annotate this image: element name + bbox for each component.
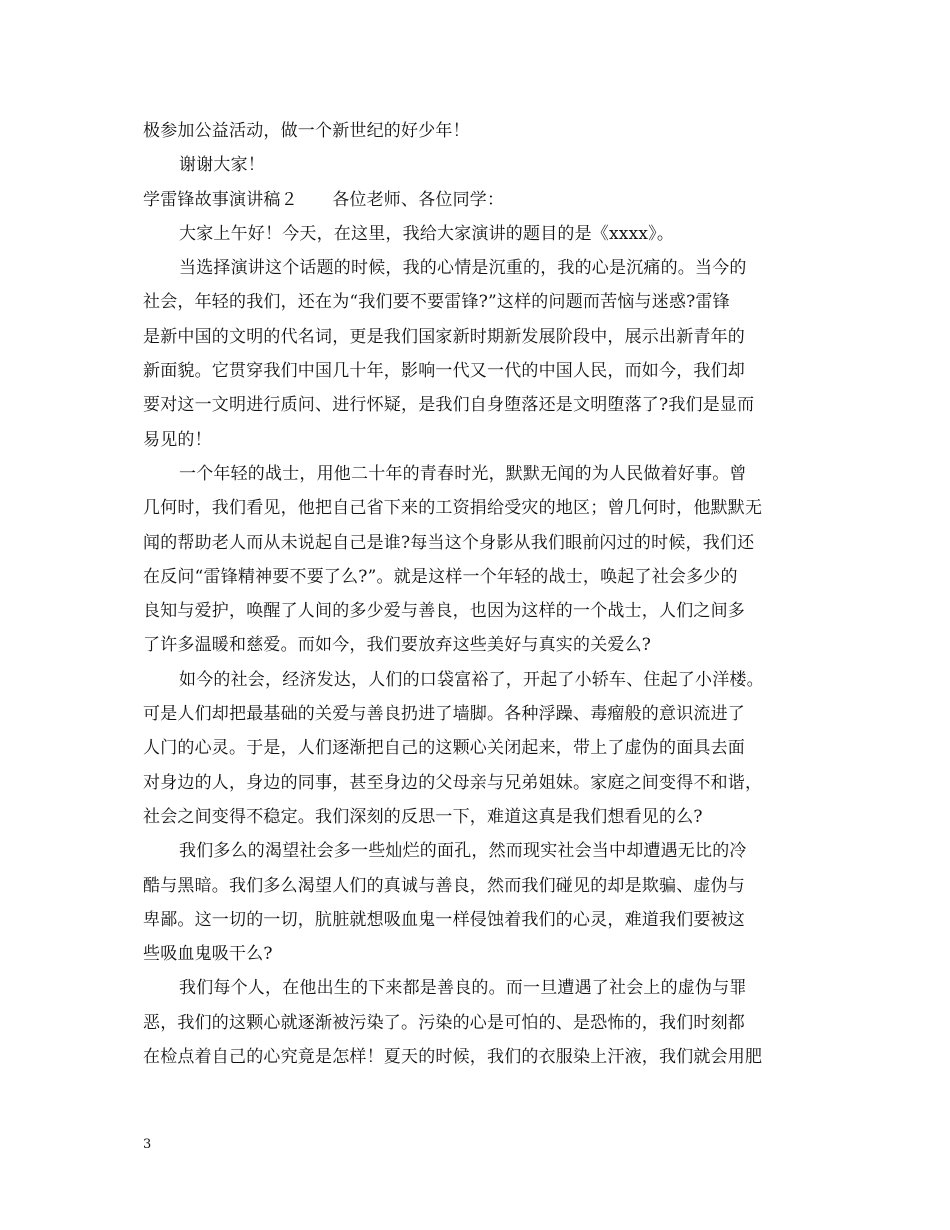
text-line: 在反问“雷锋精神要不要了么?”。就是这样一个年轻的战士，唤起了社会多少的 [143, 566, 738, 587]
page-number: 3 [143, 1137, 152, 1152]
text-line: 当选择演讲这个话题的时候，我的心情是沉重的，我的心是沉痛的。当今的 [179, 258, 747, 279]
section-heading-line: 学雷锋故事演讲稿２ 各位老师、各位同学： [143, 189, 505, 210]
text-line: 在检点着自己的心究竟是怎样！夏天的时候，我们的衣服染上汗液，我们就会用肥 [143, 1047, 763, 1068]
text-line: 大家上午好！今天，在这里，我给大家演讲的题目的是《xxxx》。 [179, 223, 675, 244]
text-line: 对身边的人，身边的同事，甚至身边的父母亲与兄弟姐妹。家庭之间变得不和谐， [143, 772, 763, 793]
text-line: 些吸血鬼吸干么? [143, 944, 273, 965]
text-line: 可是人们却把最基础的关爱与善良扔进了墙脚。各种浮躁、毒瘤般的意识流进了 [143, 704, 745, 725]
text-line: 新面貌。它贯穿我们中国几十年，影响一代又一代的中国人民，而如今，我们却 [143, 361, 745, 382]
text-line: 极参加公益活动，做一个新世纪的好少年！ [143, 121, 470, 141]
text-line: 是新中国的文明的代名词，更是我们国家新时期新发展阶段中，展示出新青年的 [143, 326, 745, 347]
text-line: 一个年轻的战士，用他二十年的青春时光，默默无闻的为人民做着好事。曾 [179, 463, 747, 484]
document-body [143, 114, 807, 1074]
text-line: 谢谢大家！ [179, 155, 265, 176]
text-line: 了许多温暖和慈爱。而如今，我们要放弃这些美好与真实的关爱么? [143, 635, 652, 656]
text-line: 几何时，我们看见，他把自己省下来的工资捐给受灾的地区；曾几何时，他默默无 [143, 498, 763, 519]
text-line: 社会，年轻的我们，还在为“我们要不要雷锋?”这样的问题而苦恼与迷惑?雷锋 [143, 292, 730, 313]
text-line: 我们每个人，在他出生的下来都是善良的。而一旦遭遇了社会上的虚伪与罪 [179, 978, 747, 999]
text-line: 恶，我们的这颗心就逐渐被污染了。污染的心是可怕的、是恐怖的，我们时刻都 [143, 1012, 745, 1033]
text-line: 闻的帮助老人而从未说起自己是谁?每当这个身影从我们眼前闪过的时候，我们还 [143, 532, 755, 553]
text-line: 易见的！ [143, 429, 212, 450]
text-line: 人门的心灵。于是，人们逐渐把自己的这颗心关闭起来，带上了虚伪的面具去面 [143, 738, 745, 759]
text-line: 要对这一文明进行质问、进行怀疑，是我们自身堕落还是文明堕落了?我们是显而 [143, 395, 755, 416]
text-line: 社会之间变得不稳定。我们深刻的反思一下，难道这真是我们想看见的么? [143, 806, 703, 827]
text-line: 卑鄙。这一切的一切，肮脏就想吸血鬼一样侵蚀着我们的心灵，难道我们要被这 [143, 909, 745, 930]
text-line: 良知与爱护，唤醒了人间的多少爱与善良，也因为这样的一个战士，人们之间多 [143, 601, 745, 622]
text-line: 我们多么的渴望社会多一些灿烂的面孔，然而现实社会当中却遭遇无比的冷 [179, 841, 747, 862]
text-line: 酷与黑暗。我们多么渴望人们的真诚与善良，然而我们碰见的却是欺骗、虚伪与 [143, 875, 745, 896]
text-line: 如今的社会，经济发达，人们的口袋富裕了，开起了小轿车、住起了小洋楼。 [179, 669, 764, 690]
